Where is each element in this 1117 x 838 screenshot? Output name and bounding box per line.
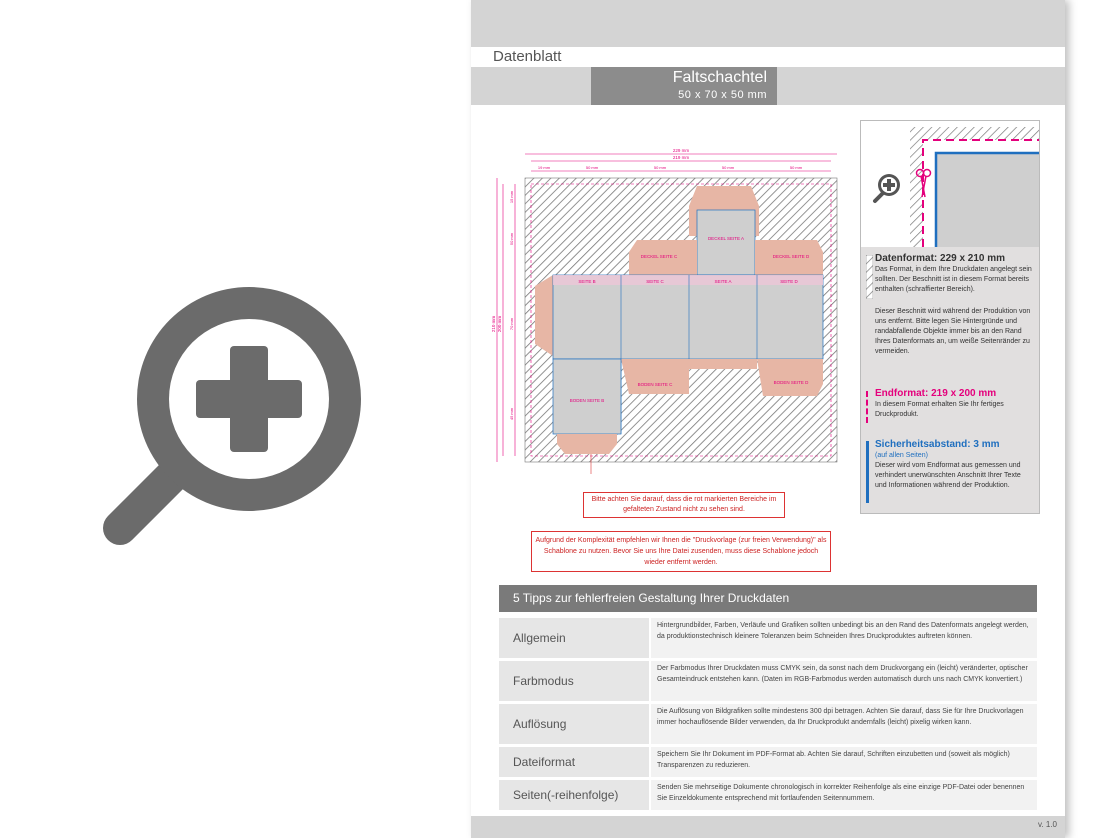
label-boden-b: BODEN SEITE B [569,398,605,403]
glue-flap [535,275,553,356]
template-warning: Aufgrund der Komplexität empfehlen wir Ihnen die "Druckvorlage (zur freien Verwendung)" als Schablone zu nutzen. Bevor Sie uns Ihre Datei zusenden, muss diese Schablone jedoch wieder entfernt werden. [531,531,831,572]
tip-name: Dateiformat [499,747,649,777]
tip-text: Die Auflösung von Bildgrafiken sollte mindestens 300 dpi betragen. Achten Sie darauf, dass Sie für Ihre Druckvorlagen immer hochauflösende Bilder verwenden, da Ihr Druckprodukt andernfalls (leicht) pixelig wirken kann. [651,704,1037,744]
tip-text: Speichern Sie Ihr Dokument im PDF-Format ab. Achten Sie darauf, Schriften einzubetten und (soweit als möglich) Transparenzen zu reduzieren. [651,747,1037,777]
dim-vseg-1: 15 mm [509,190,514,204]
sicherheit-sub: (auf allen Seiten) [875,452,928,459]
endformat-text: In diesem Format erhalten Sie Ihr fertiges Druckprodukt. [875,401,1004,418]
dim-vseg-2: 50 mm [509,232,514,246]
legend-endformat [866,388,1034,420]
tip-row-aufloesung [499,704,1037,744]
dim-end-width: 219 mm [672,155,690,160]
bottom-tab-c [621,359,689,394]
tip-text: Senden Sie mehrseitige Dokumente chronologisch in korrekter Reihenfolge als eine einzige PDF-Datei oder benennen Sie Einzeldokumente entsprechend mit fortlaufenden Seitennummern. [651,780,1037,810]
bottom-side-b [553,359,621,434]
title-band [471,67,1065,105]
product-title: Faltschachtel [672,69,767,86]
datenformat-text: Das Format, in dem Ihre Druckdaten angelegt sein sollten. Der Beschnitt ist in diesem Format bereits enthalten (schraffierter Bereich). [875,266,1032,293]
tip-text: Der Farbmodus Ihrer Druckdaten muss CMYK sein, da sonst nach dem Druckvorgang ein (leicht) veränderter, optischer Gesamteindruck entstehen kann. (Daten im RGB-Farbmodus werden automatisch durch uns nach CMYK konvertiert.) [651,661,1037,701]
label-seite-a: SEITE A [714,279,732,284]
magnifier-icon [875,174,900,201]
lid-side-a [697,210,755,275]
label-deckel-d: DECKEL SEITE D [772,254,810,259]
tip-name: Auflösung [499,704,649,744]
label-seite-c: SEITE C [646,279,664,284]
tip-row-farbmodus [499,661,1037,701]
datasheet-tab-label: Datenblatt [483,47,573,67]
sicherheit-text: Dieser wird vom Endformat aus gemessen und verhindert unerwünschten Anschnitt Ihrer Texte und Informationen während der Produktion. [875,462,1021,489]
label-seite-d: SEITE D [780,279,798,284]
dim-seg-4: 50 mm [721,165,735,170]
magenta-swatch [866,391,870,423]
dim-seg-2: 50 mm [585,165,599,170]
page-footer-band [471,816,1065,838]
blue-swatch [866,441,869,503]
tip-name: Allgemein [499,618,649,658]
dim-seg-3: 50 mm [653,165,667,170]
red-areas-warning: Bitte achten Sie darauf, dass die rot markierten Bereiche im gefalteten Zustand nicht zu sehen sind. [583,492,785,518]
bottom-tab-b [557,434,617,454]
tip-row-allgemein [499,618,1037,658]
legend-datenformat [866,253,1034,357]
dim-vseg-4: 45 mm [509,407,514,421]
zoom-in-icon[interactable] [98,260,380,560]
beschnitt-text: Dieser Beschnitt wird während der Produktion von uns entfernt. Bitte legen Sie Hintergründe und randabfallende Objekte immer bis an den Rand Ihres Datenformats an, um weiße Seitenränder zu vermeiden. [875,308,1031,355]
dim-end-height: 200 mm [497,315,502,333]
label-boden-d: BODEN SEITE D [773,380,809,385]
tip-name: Seiten(-reihenfolge) [499,780,649,810]
die-cut-diagram [491,144,841,474]
endformat-title: Endformat: 219 x 200 mm [875,388,997,399]
tips-header: 5 Tipps zur fehlerfreien Gestaltung Ihrer Druckdaten [499,585,1037,612]
page-header-band [471,0,1065,47]
hatch-swatch [866,255,873,299]
product-title-box [591,67,777,105]
datenformat-title: Datenformat: 229 x 210 mm [875,253,1006,264]
bottom-tab-a [689,359,757,369]
label-deckel-a: DECKEL SEITE A [707,236,745,241]
dim-total-height: 210 mm [491,315,496,333]
tip-row-seiten [499,780,1037,810]
dim-seg-1: 19 mm [537,165,551,170]
legend-zoom-detail [861,121,1039,247]
label-seite-b: SEITE B [578,279,596,284]
dim-vseg-3: 70 mm [509,317,514,331]
label-boden-c: BODEN SEITE C [637,382,673,387]
sicherheit-title: Sicherheitsabstand: 3 mm [875,439,1000,450]
tip-row-dateiformat [499,747,1037,777]
legend-sicherheit [866,439,1034,491]
side-panels [553,275,823,359]
product-dimensions: 50 x 70 x 50 mm [678,89,767,101]
tip-text: Hintergrundbilder, Farben, Verläufe und Grafiken sollten unbedingt bis an den Rand des Datenformats angelegt werden, da produktionstechnisch kleinere Toleranzen beim Schneiden Ihres Druckproduktes auftreten können. [651,618,1037,658]
dim-seg-5: 50 mm [789,165,803,170]
label-deckel-c: DECKEL SEITE C [640,254,678,259]
bottom-tab-d [757,359,823,396]
version-label: v. 1.0 [1038,820,1057,829]
legend-panel [860,120,1040,514]
tip-name: Farbmodus [499,661,649,701]
datasheet-page [471,0,1065,838]
dim-total-width: 229 mm [672,148,690,153]
